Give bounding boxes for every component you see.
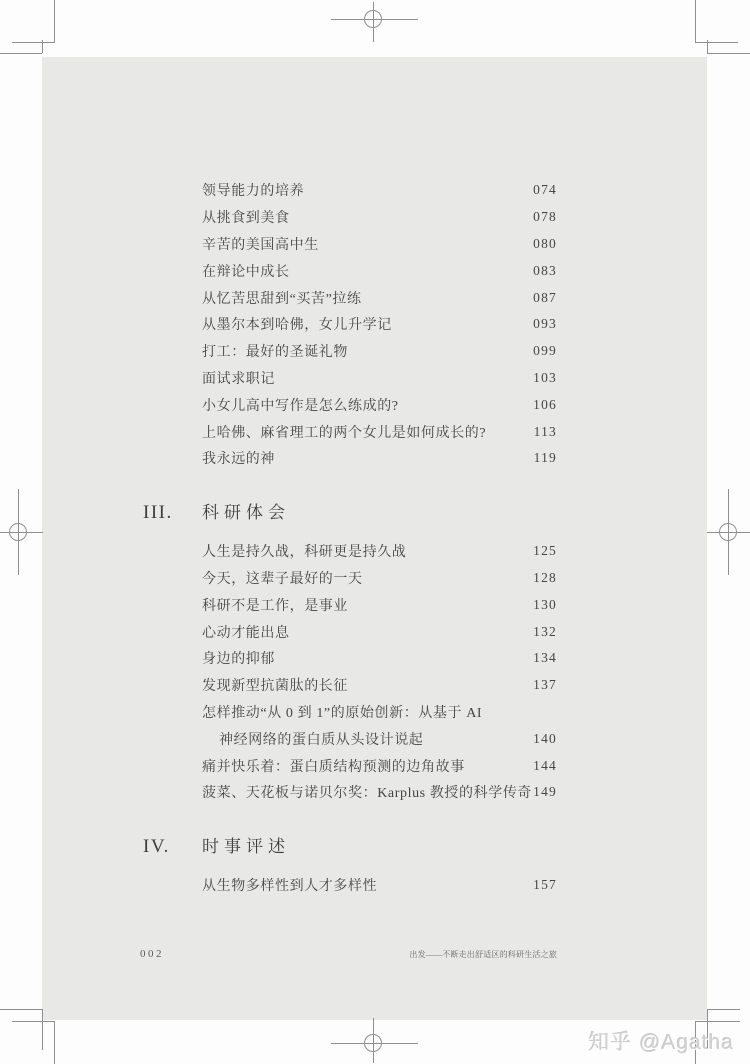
toc-entry-page: 157: [533, 877, 557, 893]
toc-entry-title: 心动才能出息: [202, 625, 290, 641]
toc-entry-page: 106: [533, 396, 557, 412]
registration-mark: [9, 523, 27, 541]
toc-entry: [202, 725, 557, 752]
toc-entry: [202, 445, 557, 472]
toc-entry-page: 149: [533, 784, 557, 800]
toc-entry: [202, 752, 557, 779]
toc-entry: [202, 231, 557, 258]
registration-mark: [719, 523, 737, 541]
crop-mark: [0, 53, 42, 54]
toc-entry-page: 130: [533, 596, 557, 612]
toc-entry-page: 099: [533, 343, 557, 359]
toc-entry-page: 093: [533, 316, 557, 332]
toc-entry-page: 078: [533, 209, 557, 225]
toc-entry-title: 打工：最好的圣诞礼物: [202, 345, 348, 361]
crop-mark: [695, 0, 696, 42]
crop-mark: [54, 1021, 55, 1064]
toc-entry-title: 上哈佛、麻省理工的两个女儿是如何成长的?: [202, 425, 487, 441]
crop-mark: [696, 1021, 740, 1022]
toc-entry: [202, 418, 557, 445]
toc-entry-title: 怎样推动“从 0 到 1”的原始创新：从基于 AI: [202, 705, 483, 721]
toc-entry-page: 144: [533, 757, 557, 773]
toc-entry: [202, 538, 557, 565]
toc-entry-title: 小女儿高中写作是怎么练成的?: [202, 398, 399, 414]
toc-entry-title: 从生物多样性到人才多样性: [202, 879, 378, 895]
toc-entry: [202, 365, 557, 392]
toc-entry-page: 087: [533, 289, 557, 305]
toc-entry-title: 痛并快乐着：蛋白质结构预测的边角故事: [202, 759, 465, 775]
toc-entry: [202, 311, 557, 338]
crop-mark: [707, 40, 708, 53]
section-title: 时事评述: [202, 836, 290, 856]
crop-mark: [12, 42, 55, 43]
registration-mark: [364, 1034, 382, 1052]
toc-entry-title: 面试求职记: [202, 371, 275, 387]
toc-entry-title: 菠菜、天花板与诺贝尔奖：Karplus 教授的科学传奇: [202, 786, 533, 802]
toc-entry-page: 113: [533, 423, 557, 439]
table-of-contents: [42, 57, 707, 899]
toc-entry: [202, 591, 557, 618]
toc-entry-title: 领导能力的培养: [202, 184, 305, 200]
page-footer: [140, 946, 557, 962]
crop-mark: [42, 40, 43, 53]
toc-entry-page: 128: [533, 569, 557, 585]
section-title: 科研体会: [202, 502, 290, 522]
crop-mark: [707, 1009, 740, 1010]
section-numeral: III.: [143, 501, 173, 523]
toc-entry: [202, 391, 557, 418]
toc-entry: [202, 699, 557, 726]
toc-entry-title: 神经网络的蛋白质从头设计说起: [219, 732, 424, 748]
toc-entry-page: 134: [533, 650, 557, 666]
footer-running-title: 出发——不断走出舒适区的科研生活之旅: [409, 949, 557, 959]
zhihu-watermark: 知乎 @Agatha: [588, 1031, 734, 1054]
toc-entry: [202, 204, 557, 231]
crop-mark: [707, 53, 750, 54]
section-numeral: IV.: [143, 835, 170, 857]
toc-entry-page: 119: [533, 450, 557, 466]
toc-entry-page: 103: [533, 369, 557, 385]
section-header: [143, 832, 557, 862]
crop-mark: [42, 1009, 43, 1050]
toc-entry: [202, 257, 557, 284]
toc-entry-page: 140: [533, 730, 557, 746]
toc-entry: [202, 779, 557, 806]
toc-entry-title: 在辩论中成长: [202, 264, 290, 280]
registration-mark: [364, 10, 382, 28]
toc-entry: [202, 872, 557, 899]
toc-entry: [202, 177, 557, 204]
book-page: [42, 57, 707, 1020]
section-header: [143, 498, 557, 528]
toc-entry-page: 125: [533, 543, 557, 559]
toc-entry-title: 身边的抑郁: [202, 652, 275, 668]
toc-entry: [202, 645, 557, 672]
toc-entry: [202, 618, 557, 645]
toc-entry-page: 074: [533, 182, 557, 198]
toc-entry-title: 从墨尔本到哈佛，女儿升学记: [202, 318, 392, 334]
toc-entry-title: 发现新型抗菌肽的长征: [202, 679, 348, 695]
toc-entry-page: 137: [533, 677, 557, 693]
toc-entry: [202, 284, 557, 311]
toc-entry-title: 科研不是工作，是事业: [202, 598, 348, 614]
crop-mark: [695, 42, 738, 43]
toc-entry-title: 我永远的神: [202, 452, 275, 468]
toc-entry-title: 今天，这辈子最好的一天: [202, 571, 363, 587]
toc-entry: [202, 672, 557, 699]
toc-entry-page: 080: [533, 235, 557, 251]
toc-entry-title: 辛苦的美国高中生: [202, 237, 319, 253]
toc-entry-page: 083: [533, 262, 557, 278]
toc-entry-title: 人生是持久战，科研更是持久战: [202, 545, 407, 561]
crop-mark: [54, 0, 55, 42]
toc-entry-title: 从挑食到美食: [202, 211, 290, 227]
crop-mark: [12, 1021, 55, 1022]
toc-entry-page: 132: [533, 623, 557, 639]
crop-mark: [0, 1009, 42, 1010]
toc-entry-title: 从忆苦思甜到“买苦”拉练: [202, 291, 362, 307]
toc-entry: [202, 338, 557, 365]
footer-page-number: 002: [140, 948, 164, 960]
toc-entry: [202, 565, 557, 592]
